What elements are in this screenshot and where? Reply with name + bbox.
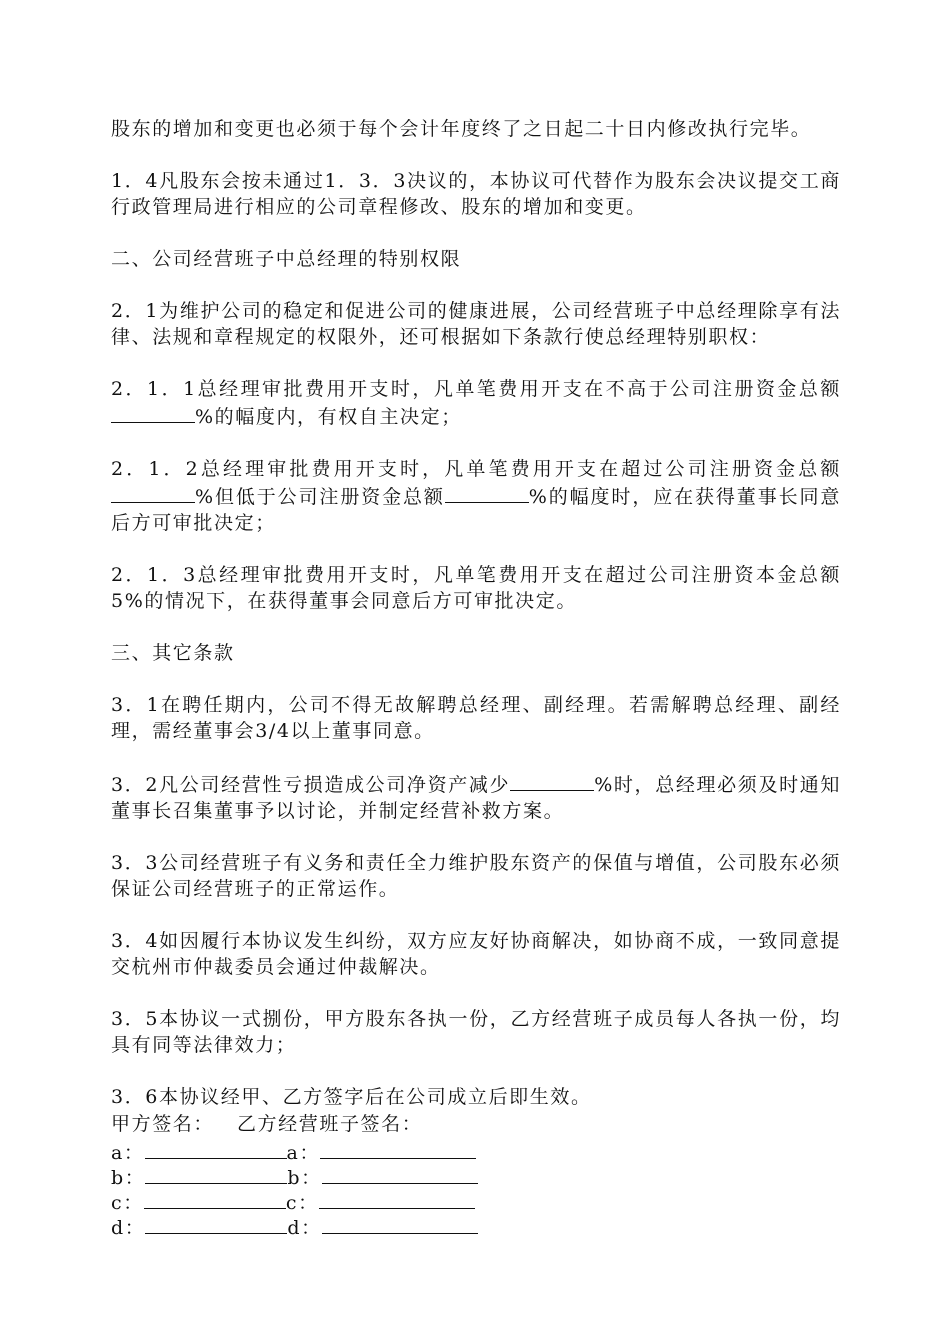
fill-in-blank: [510, 770, 594, 791]
signature-header: [111, 1112, 841, 1136]
signature-line-left: [145, 1140, 287, 1159]
paragraph-3-2: [111, 770, 841, 824]
signature-label-left: b：: [111, 1167, 146, 1189]
section-heading-3: [111, 640, 841, 666]
signature-line-right: [322, 1165, 478, 1184]
signature-line-left: [145, 1215, 287, 1234]
fill-in-blank: [111, 482, 195, 503]
paragraph-text: 3．6本协议经甲、乙方签字后在公司成立后即生效。: [111, 1086, 592, 1108]
paragraph-2-1: [111, 298, 841, 350]
signature-label-right: a：: [286, 1142, 321, 1164]
paragraph-text: 3．2凡公司经营性亏损造成公司净资产减少: [111, 774, 511, 796]
paragraph-text: %的幅度内，有权自主决定；: [195, 406, 462, 428]
paragraph-3-1: [111, 692, 841, 744]
fill-in-blank: [445, 482, 529, 503]
paragraph-3-5: [111, 1006, 841, 1058]
paragraph-3-6: [111, 1084, 841, 1110]
signature-line-right: [319, 1190, 475, 1209]
signature-label-right: d：: [287, 1217, 322, 1239]
signature-line-right: [322, 1215, 478, 1234]
signature-label-left: d：: [111, 1217, 146, 1239]
signature-line-right: [320, 1140, 476, 1159]
signature-label-right: c：: [285, 1192, 319, 1214]
paragraph-3-3: [111, 850, 841, 902]
document-page: [111, 116, 841, 1240]
paragraph-text: 3．4如因履行本协议发生纠纷，双方应友好协商解决，如协商不成，一致同意提交杭州市仲裁委员会通过仲裁解决。: [111, 930, 841, 978]
paragraph-text: 3．3公司经营班子有义务和责任全力维护股东资产的保值与增值，公司股东必须保证公司经营班子的正常运作。: [111, 852, 841, 900]
paragraph-text: %的幅度时，应在获得董事长同意后方可审批决定；: [111, 486, 841, 534]
paragraph-text: 1．4凡股东会按未通过1．3．3决议的，本协议可代替作为股东会决议提交工商行政管理局进行相应的公司章程修改、股东的增加和变更。: [111, 170, 841, 218]
signature-row: [111, 1165, 841, 1190]
signature-row: [111, 1215, 841, 1240]
paragraph-2-1-3: [111, 562, 841, 614]
paragraph-text: 2．1为维护公司的稳定和促进公司的健康进展，公司经营班子中总经理除享有法律、法规和章程规定的权限外，还可根据如下条款行使总经理特别职权：: [111, 300, 841, 348]
signature-label-left: c：: [111, 1192, 144, 1214]
section-heading-2: [111, 246, 841, 272]
signature-label-left: a：: [111, 1142, 145, 1164]
paragraph-text: %时，总经理必须及时通知董事长召集董事予以讨论，并制定经营补救方案。: [111, 774, 841, 822]
signature-line-left: [144, 1190, 286, 1209]
paragraph-text: 2．1．1总经理审批费用开支时，凡单笔费用开支在不高于公司注册资金总额: [111, 378, 841, 400]
paragraph-text: 3．1在聘任期内，公司不得无故解聘总经理、副经理。若需解聘总经理、副经理，需经董事会3/4以上董事同意。: [111, 694, 841, 742]
paragraph-text: 3．5本协议一式捌份，甲方股东各执一份，乙方经营班子成员每人各执一份，均具有同等法律效力；: [111, 1008, 841, 1056]
paragraph-text: %但低于公司注册资金总额: [195, 486, 445, 508]
paragraph-text: 股东的增加和变更也必须于每个会计年度终了之日起二十日内修改执行完毕。: [111, 118, 812, 140]
heading-text: 二、公司经营班子中总经理的特别权限: [111, 248, 462, 270]
signature-line-left: [145, 1165, 287, 1184]
paragraph-1-4: [111, 168, 841, 220]
paragraph-1-3-continuation: [111, 116, 841, 142]
fill-in-blank: [111, 402, 195, 423]
signature-row: [111, 1140, 841, 1165]
party-b-signature-label: 乙方经营班子签名：: [236, 1113, 423, 1135]
paragraph-3-4: [111, 928, 841, 980]
paragraph-2-1-1: [111, 376, 841, 430]
heading-text: 三、其它条款: [111, 642, 235, 664]
paragraph-text: 2．1．2总经理审批费用开支时，凡单笔费用开支在超过公司注册资金总额: [111, 458, 841, 480]
paragraph-text: 2．1．3总经理审批费用开支时，凡单笔费用开支在超过公司注册资本金总额5%的情况下，在获得董事会同意后方可审批决定。: [111, 564, 841, 612]
signature-row: [111, 1190, 841, 1215]
paragraph-2-1-2: [111, 456, 841, 536]
party-a-signature-label: 甲方签名：: [111, 1113, 215, 1135]
signature-label-right: b：: [287, 1167, 322, 1189]
